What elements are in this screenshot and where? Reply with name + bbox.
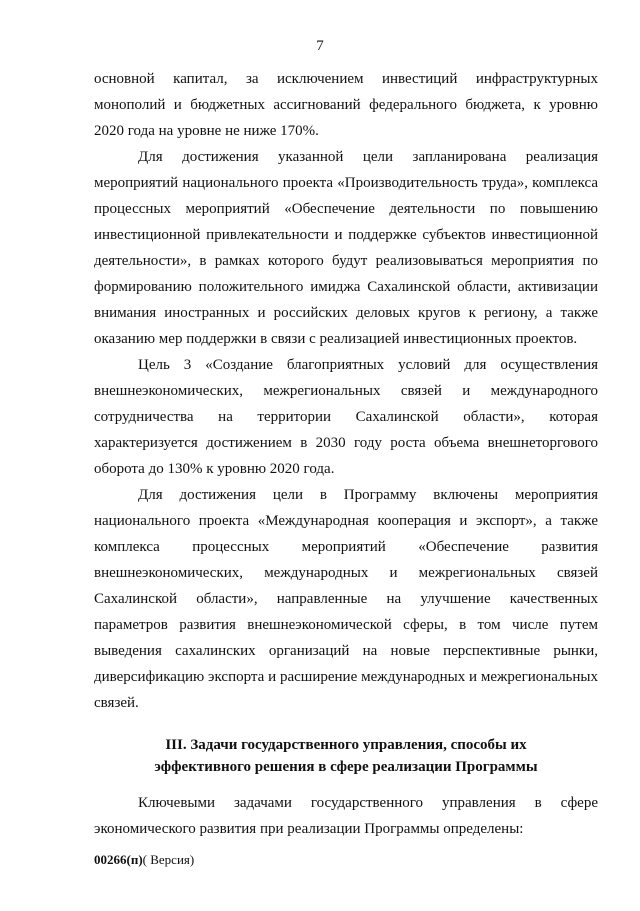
paragraph-2: Для достижения указанной цели запланирована реализация мероприятий национального проекта «Производительность труда», комплекса процессных мероприятий «Обеспечение деятельности по повышению инвестиционной привлекательности и поддержке субъектов инвестиционной деятельности», в рамках которого будут реализовываться мероприятия по формированию положительного имиджа Сахалинской области, активизации внимания иностранных и российских деловых кругов к региону, а также оказанию мер поддержки в связи с реализацией инвестиционных проектов.	[94, 149, 598, 347]
paragraph-1: основной капитал, за исключением инвестиций инфраструктурных монополий и бюджетных ассигнований федерального бюджета, к уровню 2020 года на уровне не ниже 170%.	[94, 71, 598, 139]
section-heading-line-2: эффективного решения в сфере реализации Программы	[154, 759, 538, 775]
paragraph-5: Ключевыми задачами государственного управления в сфере экономического развития при реализации Программы определены:	[94, 795, 598, 837]
paragraph-4: Для достижения цели в Программу включены мероприятия национального проекта «Международная кооперация и экспорт», а также комплекса процессных мероприятий «Обеспечение развития внешнеэкономических, международных и межрегиональных связей Сахалинской области», направленные на улучшение качественных параметров развития внешнеэкономической сферы, в том числе путем выведения сахалинских организаций на новые перспективные рынки, диверсификацию экспорта и расширение международных и межрегиональных связей.	[94, 487, 598, 711]
document-body	[94, 66, 598, 842]
section-heading	[94, 734, 598, 778]
section-heading-line-1: III. Задачи государственного управления, способы их	[165, 737, 527, 753]
document-code: 00266(п)	[94, 852, 143, 867]
page-number: 7	[316, 38, 324, 54]
document-version: ( Версия)	[142, 852, 195, 867]
document-footer	[94, 852, 194, 868]
paragraph-3: Цель 3 «Создание благоприятных условий для осуществления внешнеэкономических, межрегиональных связей и международного сотрудничества на территории Сахалинской области», которая характеризуется достижением в 2030 году роста объема внешнеторгового оборота до 130% к уровню 2020 года.	[94, 357, 598, 477]
